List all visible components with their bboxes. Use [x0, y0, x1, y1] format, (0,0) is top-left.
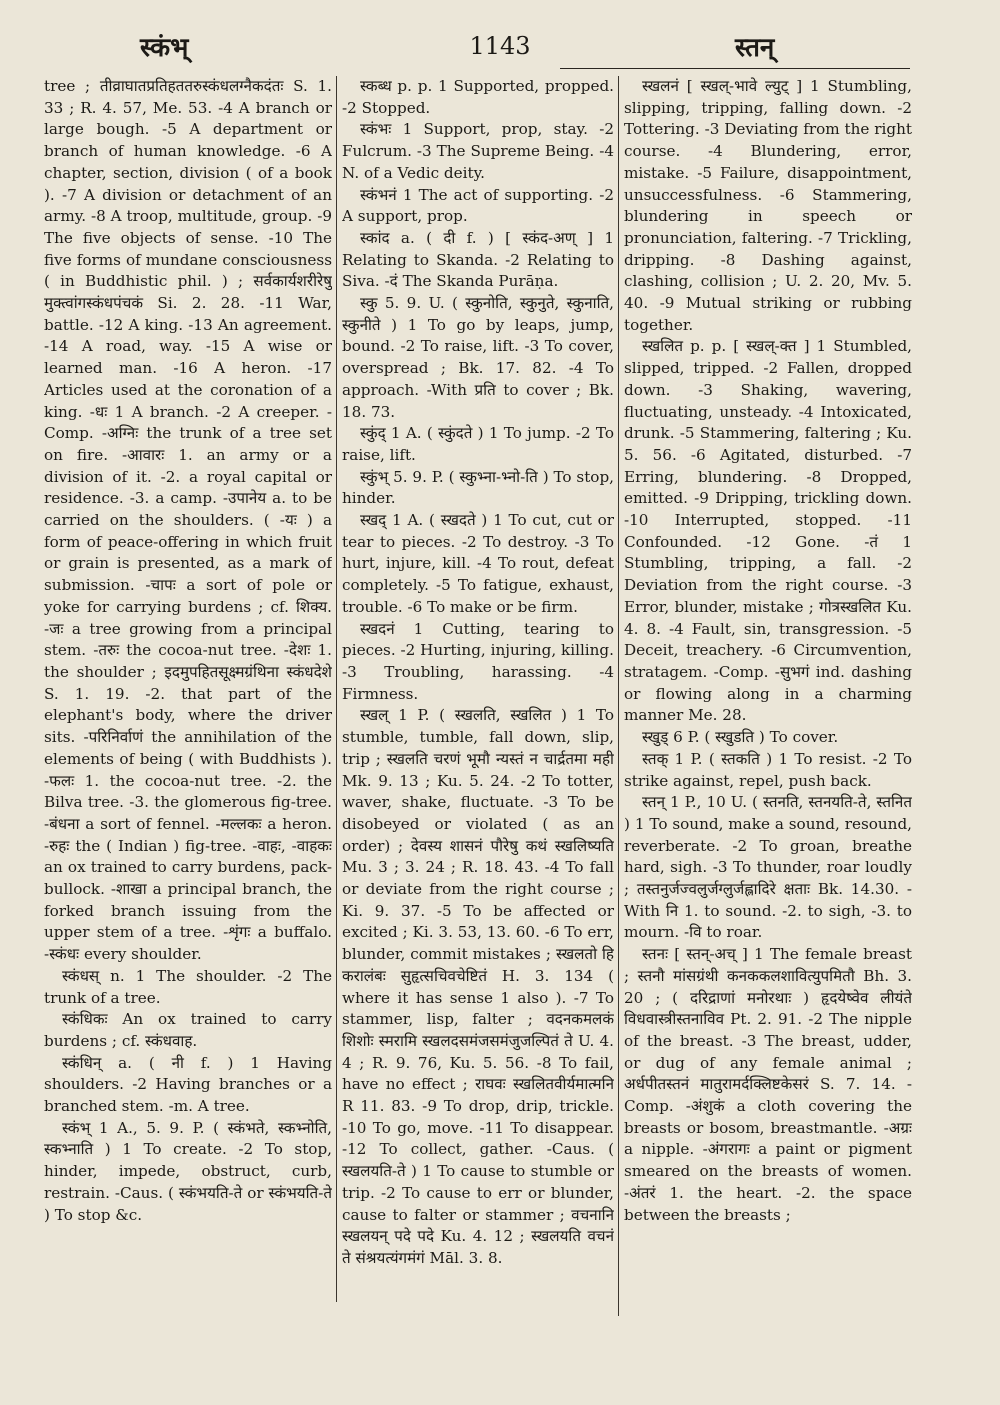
dictionary-entry: स्कु 5. 9. U. ( स्कुनोति, स्कुनुते, स्कुनाति, स्कुनीते ) 1 To go by leaps, jump, bound. -2 To raise, lift. -3 To cover, overspread ; Bk. 17. 82. -4 To approach. -With प्रति to cover ; Bk. 18. 73.: [342, 294, 614, 421]
column-3: [624, 76, 912, 1316]
column-1: [44, 76, 332, 1302]
dictionary-entry: स्कंधिकः An ox trained to carry burdens ; cf. स्कंधवाह.: [44, 1010, 332, 1050]
dictionary-entry: स्कब्ध p. p. 1 Supported, propped. -2 Stopped.: [342, 77, 614, 117]
dictionary-entry: स्खदनं 1 Cutting, tearing to pieces. -2 Hurting, injuring, killing. -3 Troubling, harassing. -4 Firmness.: [342, 619, 614, 703]
column-divider: [336, 76, 337, 1302]
header-rule: [560, 68, 910, 69]
right-guide-word: स्तन्: [735, 33, 775, 63]
left-guide-word: स्कंभ्: [140, 33, 189, 63]
dictionary-entry: tree ; तीव्राघातप्रतिहततरुस्कंधलग्नैकदंतः S. 1. 33 ; R. 4. 57, Me. 53. -4 A branch or large bough. -5 A department or branch of human knowledge. -6 A chapter, section, division ( of a book ). -7 A division or detachment of an army. -8 A troop, multitude, group. -9 The five objects of sense. -10 The five forms of mundane consciousness ( in Buddhistic phil. ) ; सर्वकार्यशरीरेषु मुक्त्वांगस्कंधपंचकं Si. 2. 28. -11 War, battle. -12 A king. -13 An agreement. -14 A road, way. -15 A wise or learned man. -16 A heron. -17 Articles used at the coronation of a king. -धः 1 A branch. -2 A creeper. -Comp. -अग्निः the trunk of a tree set on fire. -आवारः 1. an army or a division of it. -2. a royal capital or residence. -3. a camp. -उपानेय a. to be carried on the shoulders. ( -यः ) a form of peace-offering in which fruit or grain is presented, as a mark of submission. -चापः a sort of pole or yoke for carrying burdens ; cf. शिक्य. -जः a tree growing from a principal stem. -तरुः the cocoa-nut tree. -देशः 1. the shoulder ; इदमुपहितसूक्ष्मग्रंथिना स्कंधदेशे S. 1. 19. -2. that part of the elephant's body, where the driver sits. -परिनिर्वाणं the annihilation of the elements of being ( with Buddhists ). -फलः 1. the cocoa-nut tree. -2. the Bilva tree. -3. the glomerous fig-tree. -बंधना a sort of fennel. -मल्लकः a heron. -रुहः the ( Indian ) fig-tree. -वाहः, -वाहकः an ox trained to carry burdens, pack-bullock. -शाखा a principal branch, the forked branch issuing from the upper stem of a tree. -शृंगः a buffalo. -स्कंधः every shoulder.: [44, 77, 332, 964]
dictionary-entry: स्कंधस् n. 1 The shoulder. -2 The trunk of a tree.: [44, 966, 332, 1007]
dictionary-entry: स्कंभ् 1 A., 5. 9. P. ( स्कंभते, स्कभ्नोति, स्कभ्नाति ) 1 To create. -2 To stop, hinder, impede, obstruct, curb, restrain. -Caus. ( स्कंभयति-ते or स्कंभयति-ते ) To stop &c.: [44, 1118, 332, 1224]
dictionary-entry: स्खलित p. p. [ स्खल्-क्त ] 1 Stumbled, slipped, tripped. -2 Fallen, dropped down. -3 Shaking, wavering, fluctuating, unsteady. -4 Intoxicated, drunk. -5 Stammering, faltering ; Ku. 5. 56. -6 Agitated, disturbed. -7 Erring, blundering. -8 Dropped, emitted. -9 Dripping, trickling down. -10 Interrupted, stopped. -11 Confounded. -12 Gone. -तं 1 Stumbling, tripping, a fall. -2 Deviation from the right course. -3 Error, blunder, mistake ; गोत्रस्खलित Ku. 4. 8. -4 Fault, sin, transgression. -5 Deceit, treachery. -6 Circumvention, stratagem. -Comp. -सुभगं ind. dashing or flowing along in a charming manner Me. 28.: [624, 337, 912, 725]
dictionary-entry: स्कुंद् 1 A. ( स्कुंदते ) 1 To jump. -2 To raise, lift.: [342, 424, 614, 464]
dictionary-entry: स्कंधिन् a. ( नी f. ) 1 Having shoulders. -2 Having branches or a branched stem. -m. A tree.: [44, 1053, 332, 1116]
dictionary-entry: स्कुंभ् 5. 9. P. ( स्कुभ्ना-भ्नो-ति ) To stop, hinder.: [342, 467, 614, 508]
dictionary-entry: स्खद् 1 A. ( स्खदते ) 1 To cut, cut or tear to pieces. -2 To destroy. -3 To hurt, injure, kill. -4 To rout, defeat completely. -5 To fatigue, exhaust, trouble. -6 To make or be firm.: [342, 511, 614, 616]
dictionary-entry: स्तनः [ स्तन्-अच् ] 1 The female breast ; स्तनौ मांसग्रंथी कनककलशावित्युपमितौ Bh. 3. 20 ; ( दरिद्राणां मनोरथाः ) हृदयेष्वेव लीयंते विधवास्त्रीस्तनाविव Pt. 2. 91. -2 The nipple of the breast. -3 The breast, udder, or dug of any female animal ; अर्धपीतस्तनं मातुरामर्दक्लिष्टकेसरं S. 7. 14. -Comp. -अंशुकं a cloth covering the breasts or bosom, breastmantle. -अग्रः a nipple. -अंगरागः a paint or pigment smeared on the breasts of women. -अंतरं 1. the heart. -2. the space between the breasts ;: [624, 945, 912, 1224]
dictionary-entry: स्कंभनं 1 The act of supporting. -2 A support, prop.: [342, 185, 614, 226]
column-2: [342, 76, 614, 1316]
page-header: [0, 28, 1000, 68]
page-number: 1143: [469, 32, 531, 60]
column-divider: [618, 76, 619, 1316]
dictionary-entry: स्खल् 1 P. ( स्खलति, स्खलित ) 1 To stumble, tumble, fall down, slip, trip ; स्खलति चरणं भूमौ न्यस्तं न चार्द्रतमा मही Mk. 9. 13 ; Ku. 5. 24. -2 To totter, waver, shake, fluctuate. -3 To be disobeyed or violated ( as an order) ; देवस्य शासनं पौरेषु कथं स्खलिष्यति Mu. 3 ; 3. 24 ; R. 18. 43. -4 To fall or deviate from the right course ; Ki. 9. 37. -5 To be affected or excited ; Ki. 3. 53, 13. 60. -6 To err, blunder, commit mistakes ; स्खलतो हि करालंबः सुहृत्सचिवचेष्टितं H. 3. 134 ( where it has sense 1 also ). -7 To stammer, lisp, falter ; वदनकमलकं शिशोः स्मरामि स्खलदसमंजसमंजुजल्पितं ते U. 4. 4 ; R. 9. 76, Ku. 5. 56. -8 To fail, have no effect ; राघवः स्खलितवीर्यमात्मनि R 11. 83. -9 To drop, drip, trickle. -10 To go, move. -11 To disappear. -12 To collect, gather. -Caus. ( स्खलयति-ते ) 1 To cause to stumble or trip. -2 To cause to err or blunder, cause to falter or stammer ; वचनानि स्खलयन् पदे पदे Ku. 4. 12 ; स्खलयति वचनं ते संश्रयत्यंगमंगं Māl. 3. 8.: [342, 706, 614, 1267]
dictionary-entry: स्तक् 1 P. ( स्तकति ) 1 To resist. -2 To strike against, repel, push back.: [624, 749, 912, 790]
dictionary-entry: स्कंभः 1 Support, prop, stay. -2 Fulcrum. -3 The Supreme Being. -4 N. of a Vedic deity.: [342, 120, 614, 182]
dictionary-entry: स्तन् 1 P., 10 U. ( स्तनति, स्तनयति-ते, स्तनित ) 1 To sound, make a sound, resound, reverberate. -2 To groan, breathe hard, sigh. -3 To thunder, roar loudly ; तस्तनुर्जज्वलुर्जग्लुर्जह्लादिरे क्षताः Bk. 14.30. -With नि 1. to sound. -2. to sigh, -3. to mourn. -वि to roar.: [624, 793, 912, 942]
dictionary-entry: स्खुड् 6 P. ( स्खुडति ) To cover.: [642, 728, 839, 747]
dictionary-entry: स्कांद a. ( दी f. ) [ स्कंद-अण् ] 1 Relating to Skanda. -2 Relating to Siva. -दं The Skanda Purāṇa.: [342, 228, 614, 291]
dictionary-entry: स्खलनं [ स्खल्-भावे ल्युट् ] 1 Stumbling, slipping, tripping, falling down. -2 Tottering. -3 Deviating from the right course. -4 Blundering, error, mistake. -5 Failure, disappointment, unsuccessfulness. -6 Stammering, blundering in speech or pronunciation, faltering. -7 Trickling, dripping. -8 Dashing against, clashing, collision ; U. 2. 20, Mv. 5. 40. -9 Mutual striking or rubbing together.: [624, 77, 912, 334]
